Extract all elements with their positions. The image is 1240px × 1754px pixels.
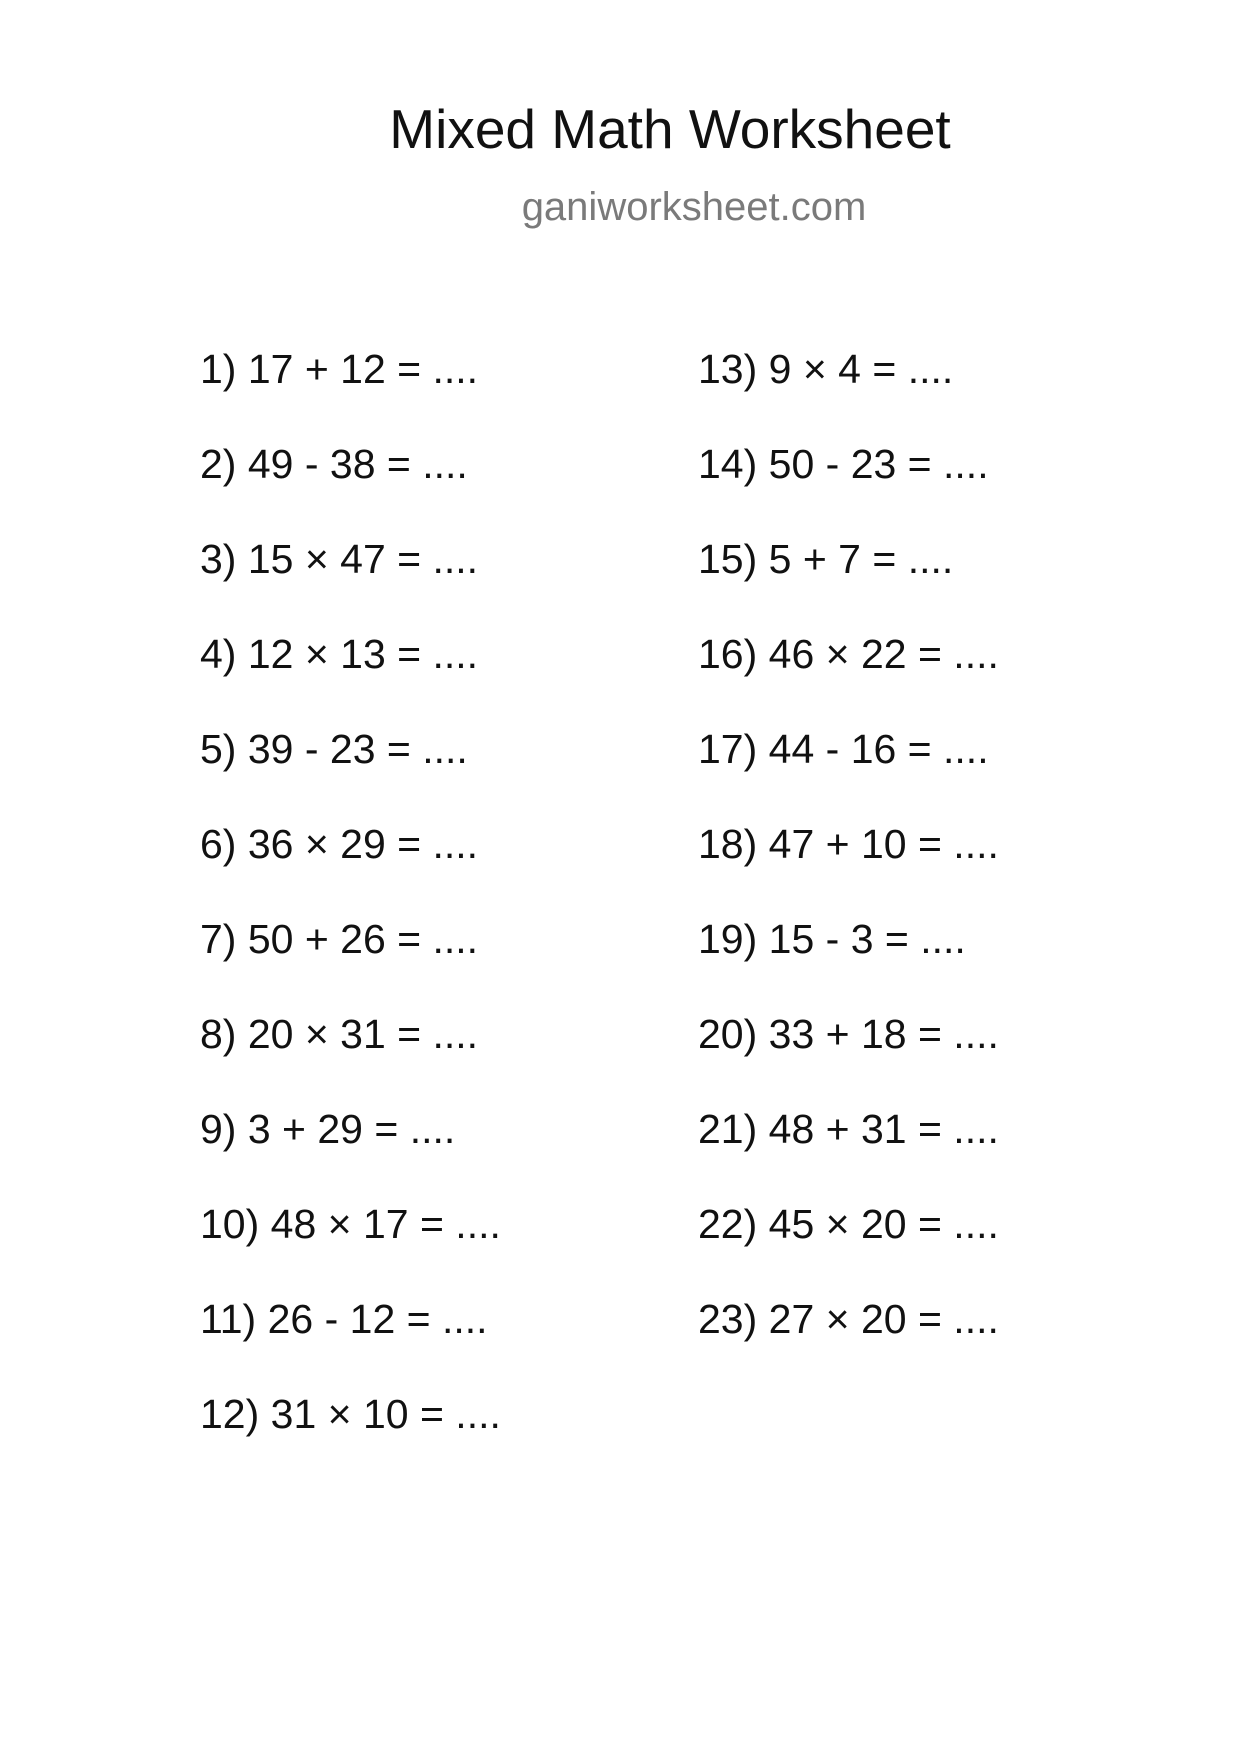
- worksheet-source: ganiworksheet.com: [521, 185, 867, 229]
- problem-13: 13) 9 × 4 = ....: [698, 346, 954, 392]
- problem-20: 20) 33 + 18 = ....: [698, 1011, 999, 1057]
- problem-5: 5) 39 - 23 = ....: [200, 726, 468, 772]
- problem-12: 12) 31 × 10 = ....: [200, 1391, 501, 1437]
- problem-6: 6) 36 × 29 = ....: [200, 821, 479, 867]
- problem-15: 15) 5 + 7 = ....: [698, 536, 954, 582]
- problem-16: 16) 46 × 22 = ....: [698, 631, 999, 677]
- problem-18: 18) 47 + 10 = ....: [698, 821, 999, 867]
- problem-10: 10) 48 × 17 = ....: [200, 1201, 501, 1247]
- problem-1: 1) 17 + 12 = ....: [200, 346, 479, 392]
- problem-9: 9) 3 + 29 = ....: [200, 1106, 456, 1152]
- problem-8: 8) 20 × 31 = ....: [200, 1011, 479, 1057]
- problems-column-left: [200, 345, 501, 1485]
- problems-column-right: [698, 345, 999, 1390]
- problem-11: 11) 26 - 12 = ....: [200, 1296, 488, 1342]
- problem-17: 17) 44 - 16 = ....: [698, 726, 989, 772]
- worksheet-title: Mixed Math Worksheet: [389, 98, 951, 160]
- problem-3: 3) 15 × 47 = ....: [200, 536, 479, 582]
- problem-22: 22) 45 × 20 = ....: [698, 1201, 999, 1247]
- problem-19: 19) 15 - 3 = ....: [698, 916, 966, 962]
- problem-14: 14) 50 - 23 = ....: [698, 441, 989, 487]
- problem-2: 2) 49 - 38 = ....: [200, 441, 468, 487]
- problem-4: 4) 12 × 13 = ....: [200, 631, 479, 677]
- problem-21: 21) 48 + 31 = ....: [698, 1106, 999, 1152]
- problem-23: 23) 27 × 20 = ....: [698, 1296, 999, 1342]
- problem-7: 7) 50 + 26 = ....: [200, 916, 479, 962]
